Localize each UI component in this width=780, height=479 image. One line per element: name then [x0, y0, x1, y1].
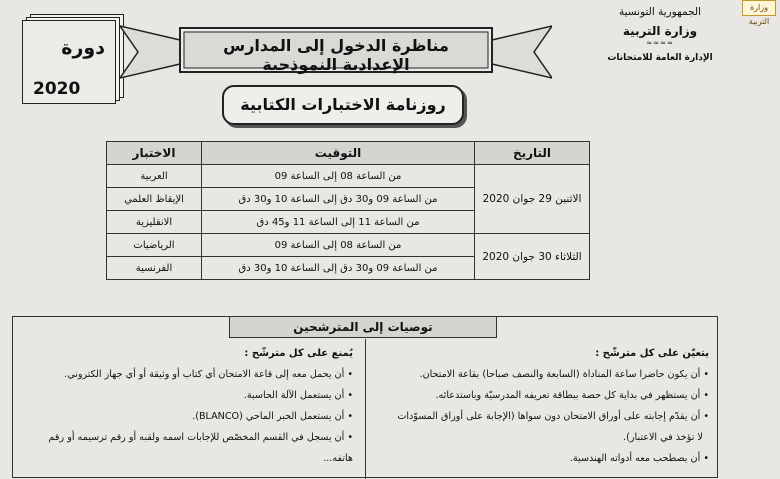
- list-item: • أن يقدّم إجابته على أوراق الامتحان دون سواها (الإجابة على أوراق المسوّدات: [369, 406, 709, 427]
- list-item: لا تؤخذ في الاعتبار).: [623, 432, 703, 443]
- banner-title: مناظرة الدخول إلى المدارس الإعدادية النموذجية: [223, 36, 449, 74]
- column-time: التوقيت: [202, 142, 475, 165]
- list-item: • أن يصطحب معه أدواته الهندسية.: [369, 448, 709, 469]
- column-divider: [365, 339, 366, 479]
- recommendations-title: توصيات إلى المترشحين: [229, 317, 497, 338]
- exam-subject: العربية: [107, 165, 202, 188]
- exam-time: من الساعة 08 إلى الساعة 09: [202, 165, 475, 188]
- ministry-header: [580, 6, 740, 84]
- session-year: 2020: [33, 79, 81, 99]
- prohibitions-heading: يُمنع على كل مترشّح :: [244, 348, 353, 359]
- session-badge: [22, 14, 118, 100]
- prohibitions-column: [17, 343, 353, 469]
- ministry-name: وزارة التربية: [622, 24, 698, 38]
- column-date: التاريخ: [475, 142, 590, 165]
- day-date: الثلاثاء 30 جوان 2020: [475, 234, 590, 280]
- session-label: دورة: [61, 37, 105, 59]
- list-item: • أن يسجل في القسم المخصّص للإجابات اسمه ولقبه أو رقم ترسيمه أو رقم هاتفه...: [17, 427, 353, 469]
- exam-time: من الساعة 09 و30 دق إلى الساعة 10 و30 دق: [202, 188, 475, 211]
- directorate-name: الإدارة العامة للامتحانات: [607, 53, 713, 63]
- republic-name: الجمهورية التونسية: [619, 6, 701, 18]
- exam-banner: [120, 20, 552, 84]
- exam-subject: الفرنسية: [107, 257, 202, 280]
- table-header-row: [107, 142, 590, 165]
- list-item: • أن يحمل معه إلى قاعة الامتحان أي كتاب أو وثيقة أو أي جهاز الكتروني.: [17, 364, 353, 385]
- recommendations-box: [12, 316, 718, 478]
- obligations-heading: يتعيّن على كل مترشّح :: [595, 348, 709, 359]
- obligations-column: [369, 343, 709, 469]
- list-item: • أن يستعمل الحبر الماحي (BLANCO).: [17, 406, 353, 427]
- ministry-stamp: وزارة التربية: [742, 0, 776, 16]
- exam-time: من الساعة 09 و30 دق إلى الساعة 10 و30 دق: [202, 257, 475, 280]
- day-date: الاثنين 29 جوان 2020: [475, 165, 590, 234]
- schedule-subtitle: روزنامة الاختبارات الكتابية: [222, 85, 464, 125]
- list-item: • أن يستظهر في بداية كل حصة ببطاقة تعريفه المدرسيّة وباستدعائه.: [369, 385, 709, 406]
- schedule-table: [106, 141, 590, 280]
- list-item: • أن يستعمل الآلة الحاسبة.: [17, 385, 353, 406]
- exam-subject: الانقليزية: [107, 211, 202, 234]
- header-decoration: ≈≈≈≈: [646, 39, 674, 47]
- list-item: • أن يكون حاضرا ساعة المناداة (السابعة والنصف صباحا) بقاعة الامتحان.: [369, 364, 709, 385]
- table-row: [107, 165, 590, 188]
- exam-subject: الرياضيات: [107, 234, 202, 257]
- exam-time: من الساعة 11 إلى الساعة 11 و45 دق: [202, 211, 475, 234]
- table-row: [107, 234, 590, 257]
- exam-time: من الساعة 08 إلى الساعة 09: [202, 234, 475, 257]
- column-exam: الاختبار: [107, 142, 202, 165]
- exam-subject: الإيقاظ العلمي: [107, 188, 202, 211]
